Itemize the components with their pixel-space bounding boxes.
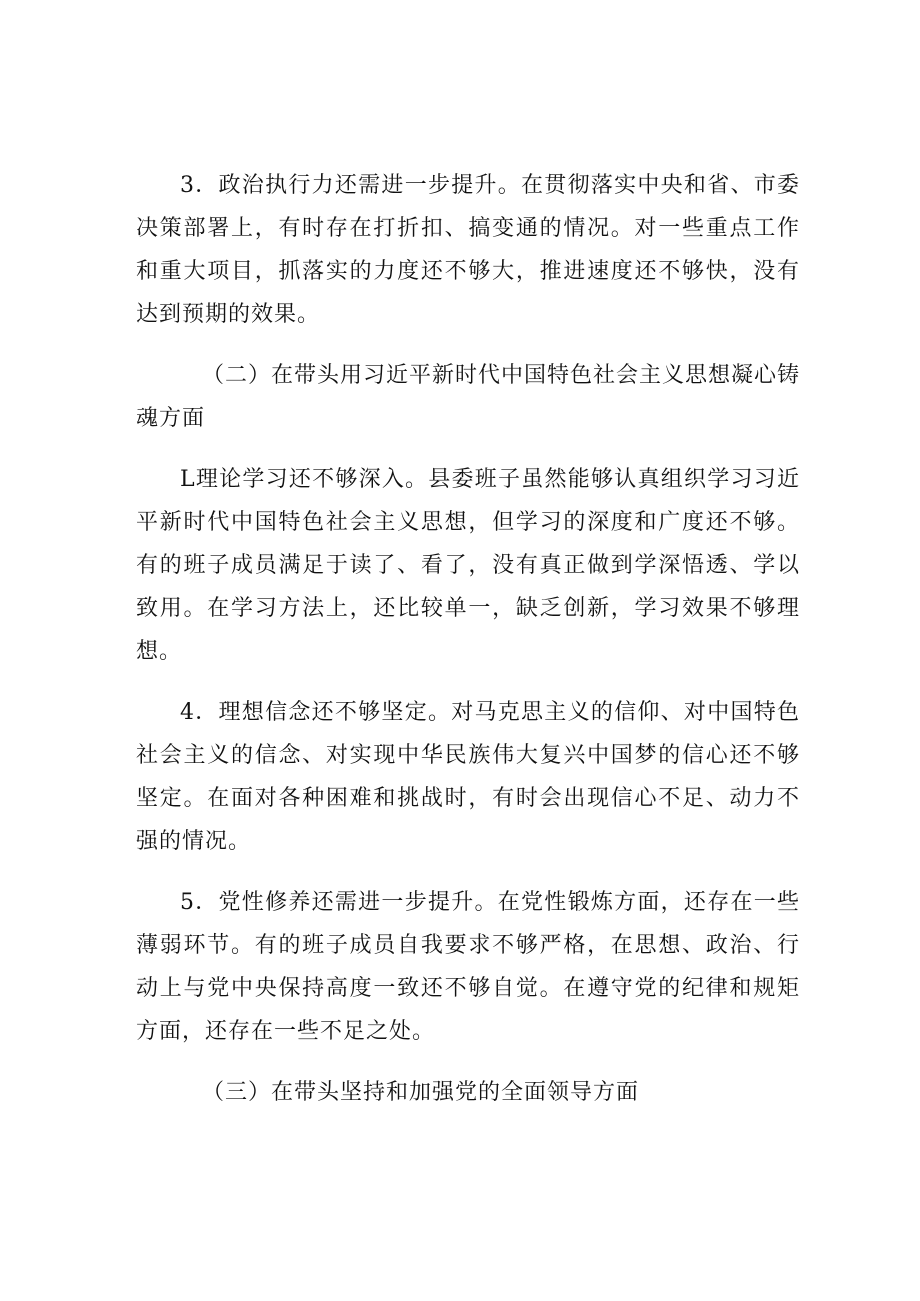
document-body: [136, 164, 800, 1132]
paragraph-item-1: L理论学习还不够深入。县委班子虽然能够认真组织学习习近平新时代中国特色社会主义思想，但学习的深度和广度还不够。有的班子成员满足于读了、看了，没有真正做到学深悟透、学以致用。在学习方法上，还比较单一，缺乏创新，学习效果不够理想。: [136, 467, 800, 664]
paragraph-item-5: 5．党性修养还需进一步提升。在党性锻炼方面，还存在一些薄弱环节。有的班子成员自我要求不够严格，在思想、政治、行动上与党中央保持高度一致还不够自觉。在遵守党的纪律和规矩方面，还存在一些不足之处。: [136, 890, 800, 1044]
section-heading-3: （三）在带头坚持和加强党的全面领导方面: [202, 1080, 640, 1105]
paragraph-item-4: 4．理想信念还不够坚定。对马克思主义的信仰、对中国特色社会主义的信念、对实现中华民族伟大复兴中国梦的信心还不够坚定。在面对各种困难和挑战时，有时会出现信心不足、动力不强的情况。: [136, 700, 800, 854]
section-heading-2: （二）在带头用习近平新时代中国特色社会主义思想凝心铸魂方面: [136, 363, 801, 431]
paragraph-item-3: 3．政治执行力还需进一步提升。在贯彻落实中央和省、市委决策部署上，有时存在打折扣、搞变通的情况。对一些重点工作和重大项目，抓落实的力度还不够大，推进速度还不够快，没有达到预期的效果。: [136, 173, 800, 327]
